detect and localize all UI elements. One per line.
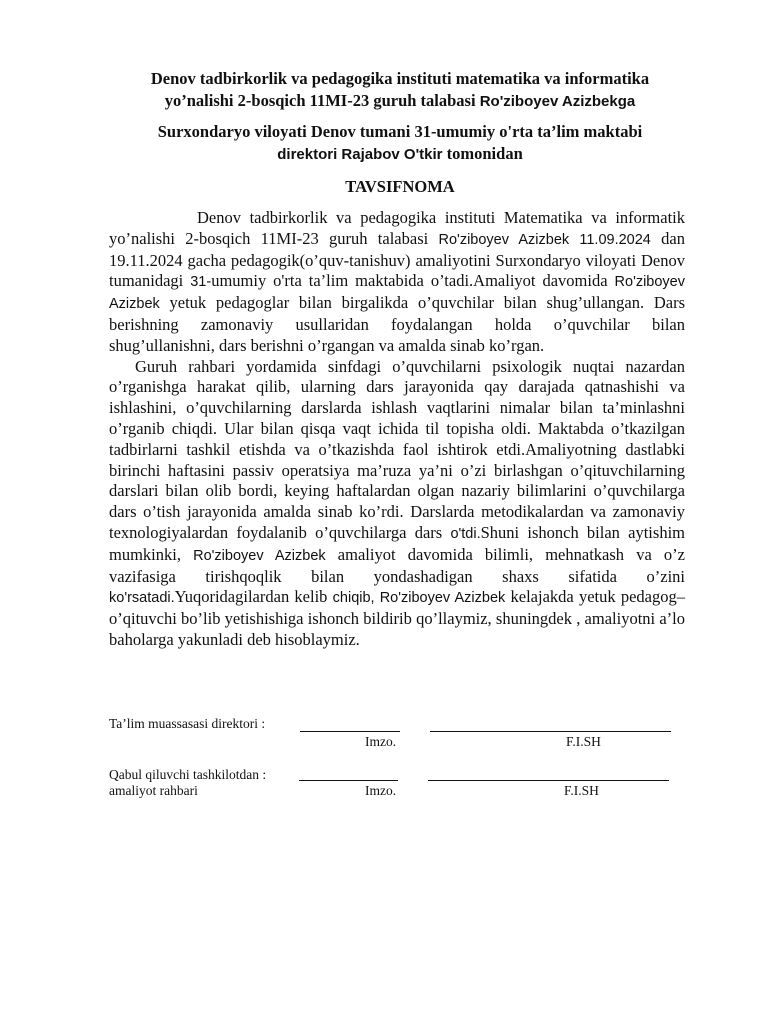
p1-school-number: 31-: [190, 274, 212, 291]
receiver-signature-line[interactable]: [299, 780, 398, 781]
p1-student-name: Ro'ziboyev Azizbek: [109, 274, 685, 313]
p1-text-1: Denov tadbirkorlik va pedagogika instituti Matematika va informatik yo’nalishi 2-bosqich 11MI-23 guruh talabasi: [109, 208, 685, 248]
header-line-4: tomonidan: [442, 144, 523, 163]
p2-text-4: Yuqoridagilardan kelib: [174, 587, 333, 607]
header-sender: [100, 121, 700, 166]
director-name-caption: F.I.SH: [566, 734, 601, 749]
p1-text-2: dan 19.11.2024 gacha pedagogik(o’quv-tanishuv) amaliyotini Surxondaryo viloyati Denov tumanidagi: [109, 228, 685, 291]
p2-text-1: Guruh rahbari yordamida sinfdagi o’quvchilarni psixologik nuqtai nazardan o’rganishga harakat qilib, ularning dars jarayonida qay darajada qatnashishi va ishlashini, o’quvchilarning darslarda ishlash vaqtlarini nimalar bilan ta’minlashni o’rganib chiqdi. Ular bilan qisqa vaqt ichida til topisha oldi. Maktabda o’tkazilgan tadbirlarni tashkil etishda va o’tkazishda faol ishtirok etdi.Amaliyotning dastlabki birinchi haftasini passiv operatsiya ma’ruza ya’ni o’zi birlashgan o’qituvchilarning darslari bilan olib bordi, keying haftalardan olgan nazariy bilimlarini o’quvchilarga dars o’tish jarayonida amalda sinab ko’rdi. Darslarda metodikalardan va zamonaviy texnologiyalardan foydalanib o’quvchilarga dars: [109, 356, 685, 542]
receiver-name-line[interactable]: [428, 780, 669, 781]
p2-sans-2: ko'rsatadi.: [109, 590, 175, 607]
director-name-line[interactable]: [430, 731, 671, 732]
header-line-3: Surxondaryo viloyati Denov tumani 31-umumiy o'rta ta’lim maktabi: [157, 122, 643, 141]
header-recipient: [100, 68, 700, 113]
header-student-name: Ro'ziboyev Azizbekga: [479, 93, 636, 110]
receiver-label-2: amaliyot rahbari: [109, 783, 198, 798]
receiver-label: Qabul qiluvchi tashkilotdan :: [109, 767, 267, 782]
p1-student-dates: Ro'ziboyev Azizbek 11.09.2024: [438, 231, 651, 248]
document-body: [109, 208, 685, 651]
paragraph-1: [109, 208, 685, 357]
p2-text-3: amaliyot davomida bilimli, mehnatkash va o’z vazifasiga tirishqoqlik bilan yondashadigan shaxs sifatida o’zini: [109, 544, 685, 586]
p1-text-4: yetuk pedagoglar bilan birgalikda o’quvchilar bilan shug’ullangan. Dars berishning zamonaviy usullaridan foydalangan holda o’quvchilar bilan shug’ullanishni, dars berishni o’rgangan va amalda sinab ko’rgan.: [109, 293, 685, 355]
p2-text-5: kelajakda yetuk pedagog–o’qituvchi bo’lib yetishishiga ishonch bildirib qo’llaymiz, shuningdek , amaliyotni a’lo baholarga yakunladi deb hisoblaymiz.: [109, 587, 685, 649]
receiver-name-caption: F.I.SH: [564, 783, 599, 798]
header-line-1: Denov tadbirkorlik va pedagogika instituti matematika va informatika: [150, 69, 650, 88]
p2-text-2: Shuni ishonch bilan aytishim mumkinki,: [109, 522, 685, 564]
p2-student-name: Ro'ziboyev Azizbek: [193, 547, 326, 564]
director-signature-line[interactable]: [300, 731, 400, 732]
receiver-sign-caption: Imzo.: [365, 783, 397, 798]
header-line-2: yo’nalishi 2-bosqich 11MI-23 guruh talabasi: [164, 91, 480, 110]
p1-text-3: umumiy o'rta ta’lim maktabida o’tadi.Amaliyot davomida: [211, 271, 615, 291]
paragraph-2: [109, 357, 685, 651]
director-sign-caption: Imzo.: [365, 734, 397, 749]
director-label: Ta’lim muassasasi direktori :: [109, 716, 266, 731]
p2-sans-1: o'tdi.: [450, 525, 481, 542]
p2-student-name-2: chiqib, Ro'ziboyev Azizbek: [332, 590, 506, 607]
header-director-name: direktori Rajabov O'tkir: [277, 146, 443, 163]
document-title: TAVSIFNOMA: [345, 177, 455, 196]
